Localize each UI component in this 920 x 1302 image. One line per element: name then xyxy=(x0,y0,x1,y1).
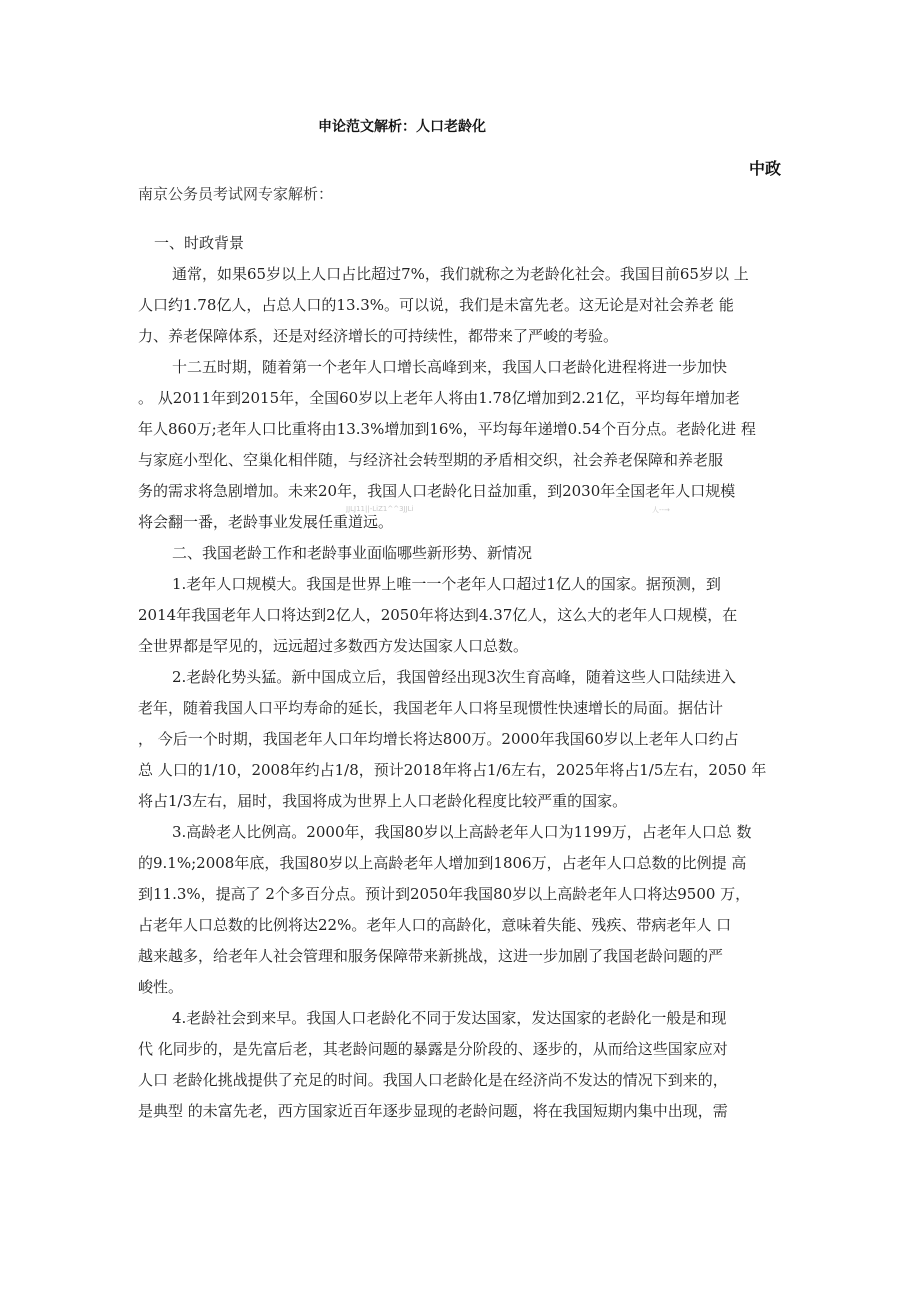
text-line: 全世界都是罕见的，远远超过多数西方发达国家人口总数。 xyxy=(138,637,529,655)
document-body xyxy=(138,228,798,1127)
text-line: 峻性。 xyxy=(138,978,184,996)
scan-artifact: 人--→ xyxy=(652,506,670,514)
text-line: 一、时政背景 xyxy=(154,234,245,252)
text-line: 与家庭小型化、空巢化相伴随，与经济社会转型期的矛盾相交织，社会养老保障和养老服 xyxy=(138,451,724,469)
text-line: 。 从2011年到2015年，全国60岁以上老年人将由1.78亿增加到2.21亿，平均每年增加老 xyxy=(138,389,741,407)
text-line: 将会翻一番，老龄事业发展任重道远。 xyxy=(138,513,394,531)
text-line: 的9.1%;2008年底，我国80岁以上高龄老年人增加到1806万，占老年人口总数的比例提 高 xyxy=(138,854,747,872)
intro-line: 南京公务员考试网专家解析： xyxy=(138,185,334,203)
text-line: 总 人口的1/10，2008年约占1/8，预计2018年将占1/6左右，2025年将占1/5左右，2050 年 xyxy=(138,761,767,779)
text-line: 4.老龄社会到来早。我国人口老龄化不同于发达国家，发达国家的老龄化一般是和现 xyxy=(172,1009,727,1027)
text-line: ， 今后一个时期，我国老年人口年均增长将达800万。2000年我国60岁以上老年人口约占 xyxy=(138,730,739,748)
text-line: 十二五时期，随着第一个老年人口增长高峰到来，我国人口老龄化进程将进一步加快 xyxy=(172,358,728,376)
text-line: 是典型 的未富先老，西方国家近百年逐步显现的老龄问题，将在我国短期内集中出现，需 xyxy=(138,1102,728,1120)
text-line: 将占1/3左右，届时，我国将成为世界上人口老龄化程度比较严重的国家。 xyxy=(138,792,628,810)
text-line: 代 化同步的，是先富后老，其老龄问题的暴露是分阶段的、逐步的，从而给这些国家应对 xyxy=(138,1040,728,1058)
text-line: 1.老年人口规模大。我国是世界上唯一一个老年人口超过1亿人的国家。据预测，到 xyxy=(172,575,721,593)
document-title: 申论范文解析：人口老龄化 xyxy=(318,119,486,135)
text-line: 二、我国老龄工作和老龄事业面临哪些新形势、新情况 xyxy=(172,544,533,562)
text-line: 年人860万;老年人口比重将由13.3%增加到16%，平均每年递增0.54个百分点。老龄化进 程 xyxy=(138,420,756,438)
text-line: 越来越多，给老年人社会管理和服务保障带来新挑战，这进一步加剧了我国老龄问题的严 xyxy=(138,947,724,965)
text-line: 3.高龄老人比例高。2000年，我国80岁以上高龄老年人口为1199万，占老年人口总 数 xyxy=(172,823,752,841)
text-line: 老年，随着我国人口平均寿命的延长，我国老年人口将呈现惯性快速增长的局面。据估计 xyxy=(138,699,724,717)
author-label: 中政 xyxy=(749,159,782,178)
text-line: 人口 老龄化挑战提供了充足的时间。我国人口老龄化是在经济尚不发达的情况下到来的， xyxy=(138,1071,728,1089)
text-line: 通常，如果65岁以上人口占比超过7%，我们就称之为老龄化社会。我国目前65岁以 上 xyxy=(172,265,749,283)
text-line: 2014年我国老年人口将达到2亿人，2050年将达到4.37亿人，这么大的老年人口规模，在 xyxy=(138,606,738,624)
text-line: 2.老龄化势头猛。新中国成立后，我国曾经出现3次生育高峰，随着这些人口陆续进入 xyxy=(172,668,736,686)
text-line: 占老年人口总数的比例将达22%。老年人口的高龄化，意味着失能、残疾、带病老年人 口 xyxy=(138,916,732,934)
text-line: 到11.3%，提高了 2个多百分点。预计到2050年我国80岁以上高龄老年人口将达9500 万， xyxy=(138,885,751,903)
text-line: 力、养老保障体系，还是对经济增长的可持续性，都带来了严峻的考验。 xyxy=(138,327,619,345)
scan-artifact: JJLJ11||-LiZ1^^3JJLi xyxy=(346,505,414,513)
text-line: 人口约1.78亿人，占总人口的13.3%。可以说，我们是未富先老。这无论是对社会养老 能 xyxy=(138,296,734,314)
text-line: 务的需求将急剧增加。未来20年，我国人口老龄化日益加重，到2030年全国老年人口规模 xyxy=(138,482,736,500)
